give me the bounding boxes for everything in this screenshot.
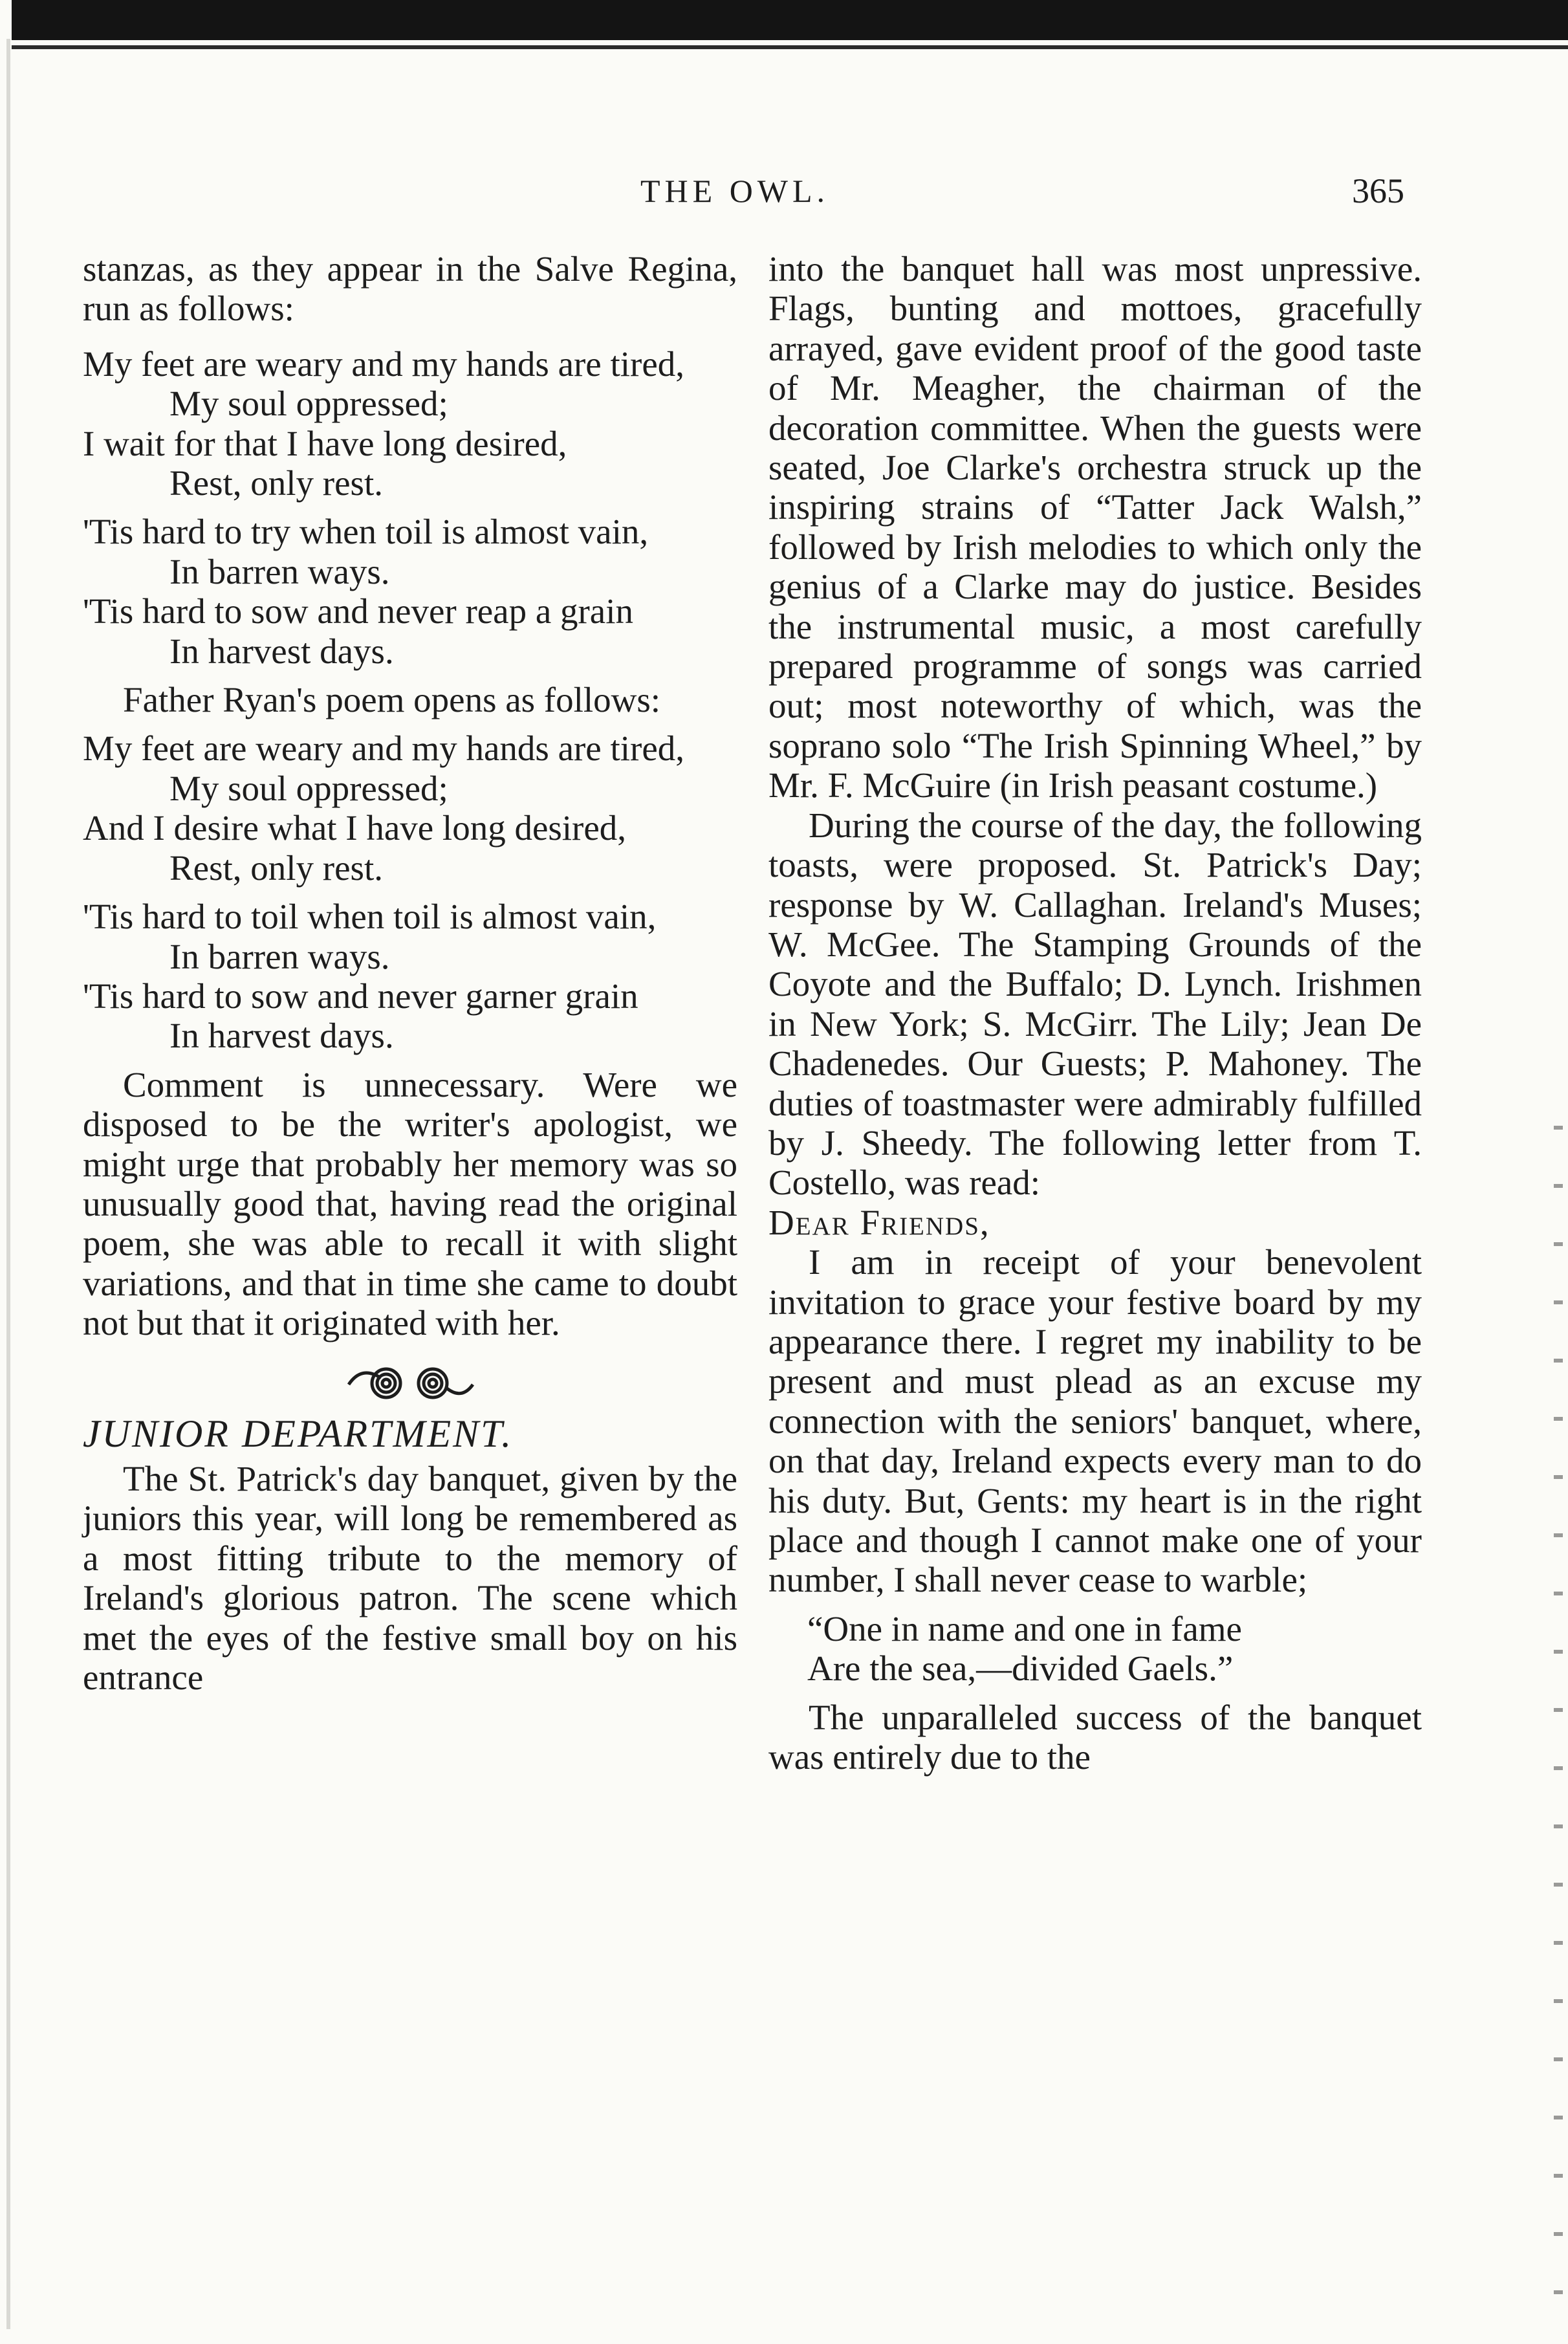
toasts-paragraph: During the course of the day, the following toasts, were proposed. St. Patrick's Day; response by W. Callaghan. Ireland's Muses; W. McGee. The Stamping Grounds of the Coyote and the Buffalo; D. Lynch. Irishmen in New York; S. McGirr. The Lily; Jean De Chadenedes. Our Guests; P. Mahoney. The duties of toastmaster were admirably fulfilled by J. Sheedy. The following letter from T. Costello, was read: (768, 805, 1422, 1203)
left-column (83, 249, 737, 1697)
poem-line: Rest, only rest. (169, 463, 383, 503)
junior-paragraph: The St. Patrick's day banquet, given by the juniors this year, will long be remembered as a most fitting tribute to the memory of Ireland's glorious patron. The scene which met the eyes of the festive small boy on his entrance (83, 1458, 737, 1697)
poem-line: 'Tis hard to toil when toil is almost vain, (83, 897, 657, 937)
poem-line: My soul oppressed; (169, 384, 448, 424)
poem-line: And I desire what I have long desired, (83, 808, 627, 848)
running-header (0, 165, 1568, 217)
closing-paragraph: The unparalleled success of the banquet was entirely due to the (768, 1697, 1422, 1777)
verse-quote (768, 1609, 1422, 1689)
section-heading: JUNIOR DEPARTMENT. (83, 1412, 514, 1455)
poem-line: In harvest days. (169, 1016, 394, 1056)
swirl-ornament-icon (83, 1359, 737, 1404)
scan-edge-specks (1554, 1100, 1563, 2329)
scan-top-rule (12, 45, 1568, 49)
letter-salutation: Dear Friends, (768, 1202, 990, 1242)
intro-paragraph: stanzas, as they appear in the Salve Regina, run as follows: (83, 249, 737, 329)
poem-line: My feet are weary and my hands are tired, (83, 344, 685, 384)
poem-line: My feet are weary and my hands are tired, (83, 728, 685, 769)
poem-line: My soul oppressed; (169, 768, 448, 808)
running-title: THE OWL. (640, 173, 830, 209)
poem-line: 'Tis hard to sow and never reap a grain (83, 591, 633, 631)
right-column (768, 249, 1422, 1777)
quote-line: “One in name and one in fame (807, 1608, 1242, 1648)
father-ryan-poem (83, 728, 737, 1055)
salve-regina-poem (83, 344, 737, 671)
poem-line: I wait for that I have long desired, (83, 423, 567, 463)
poem-line: 'Tis hard to try when toil is almost vain, (83, 512, 649, 552)
poem-line: In barren ways. (169, 551, 390, 591)
poem-line: In harvest days. (169, 631, 394, 671)
page-left-edge (6, 39, 10, 2329)
scan-top-border (12, 0, 1568, 40)
poem-line: 'Tis hard to sow and never garner grain (83, 976, 638, 1016)
letter-body: I am in receipt of your benevolent invitation to grace your festive board by my appearance there. I regret my inability to be present and must plead as an excuse my connection with the seniors' banquet, where, on that day, Ireland expects every man to do his duty. But, Gents: my heart is in the right place and though I cannot make one of your number, I shall never cease to warble; (768, 1242, 1422, 1600)
banquet-paragraph: into the banquet hall was most unpressive. Flags, bunting and mottoes, gracefully arrayed, gave evident proof of the good taste of Mr. Meagher, the chairman of the decoration committee. When the guests were seated, Joe Clarke's orchestra struck up the inspiring strains of “Tatter Jack Walsh,” followed by Irish melodies to which only the genius of a Clarke may do justice. Besides the instrumental music, a most carefully prepared programme of songs was carried out; most noteworthy of which, was the soprano solo “The Irish Spinning Wheel,” by Mr. F. McGuire (in Irish peasant costume.) (768, 249, 1422, 805)
poem-line: Rest, only rest. (169, 848, 383, 888)
page-number: 365 (1352, 171, 1404, 210)
poem-line: In barren ways. (169, 936, 390, 976)
quote-line: Are the sea,—divided Gaels.” (807, 1648, 1234, 1689)
comment-paragraph: Comment is unnecessary. Were we disposed to be the writer's apologist, we might urge that probably her memory was so unusually good that, having read the original poem, she was able to recall it with slight variations, and that in time she came to doubt not but that it originated with her. (83, 1064, 737, 1343)
transition-paragraph: Father Ryan's poem opens as follows: (123, 680, 661, 720)
